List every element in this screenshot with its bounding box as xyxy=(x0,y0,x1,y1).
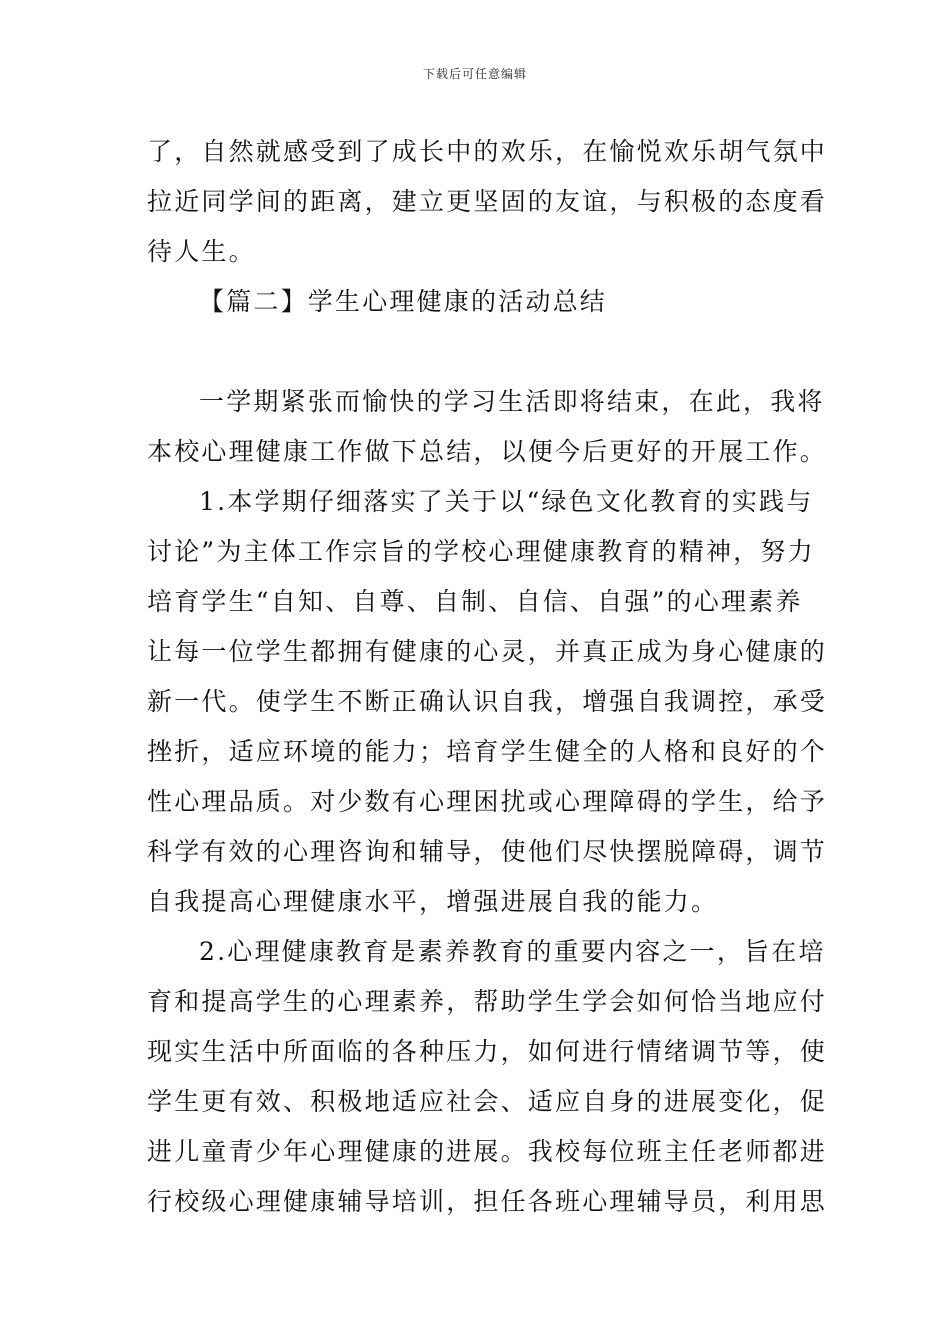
text-line: 挫折，适应环境的能力；培育学生健全的人格和良好的个 xyxy=(147,737,828,766)
text-line: 2.心理健康教育是素养教育的重要内容之一，旨在培 xyxy=(199,937,826,966)
text-line: 性心理品质。对少数有心理困扰或心理障碍的学生，给予 xyxy=(147,787,828,816)
text-line: 进儿童青少年心理健康的进展。我校每位班主任老师都进 xyxy=(147,1137,828,1166)
text-line: 新一代。使学生不断正确认识自我，增强自我调控，承受 xyxy=(147,687,828,716)
text-line: 本校心理健康工作做下总结，以便今后更好的开展工作。 xyxy=(147,437,828,466)
text-line: 拉近同学间的距离，建立更坚固的友谊，与积极的态度看 xyxy=(147,187,828,216)
text-line: 学生更有效、积极地适应社会、适应自身的进展变化，促 xyxy=(147,1087,828,1116)
text-line: 自我提高心理健康水平，增强进展自我的能力。 xyxy=(147,887,719,916)
document-body xyxy=(147,127,828,1227)
text-line: 待人生。 xyxy=(147,237,256,266)
section-heading: 【篇二】学生心理健康的活动总结 xyxy=(199,287,608,316)
text-line: 培育学生“自知、自尊、自制、自信、自强”的心理素养 xyxy=(147,587,803,616)
text-line: 行校级心理健康辅导培训，担任各班心理辅导员，利用思 xyxy=(147,1187,828,1216)
text-line: 让每一位学生都拥有健康的心灵，并真正成为身心健康的 xyxy=(147,637,828,666)
text-line: 一学期紧张而愉快的学习生活即将结束，在此，我将 xyxy=(199,387,825,416)
header-note: 下载后可任意编辑 xyxy=(422,67,527,81)
text-line: 现实生活中所面临的各种压力，如何进行情绪调节等，使 xyxy=(147,1037,828,1066)
blank-gap xyxy=(147,327,807,377)
text-line: 育和提高学生的心理素养，帮助学生学会如何恰当地应付 xyxy=(147,987,828,1016)
text-line: 科学有效的心理咨询和辅导，使他们尽快摆脱障碍，调节 xyxy=(147,837,828,866)
text-line: 1.本学期仔细落实了关于以“绿色文化教育的实践与 xyxy=(199,487,814,516)
text-line: 讨论”为主体工作宗旨的学校心理健康教育的精神，努力 xyxy=(147,537,815,566)
text-line: 了，自然就感受到了成长中的欢乐，在愉悦欢乐胡气氛中 xyxy=(147,137,828,166)
